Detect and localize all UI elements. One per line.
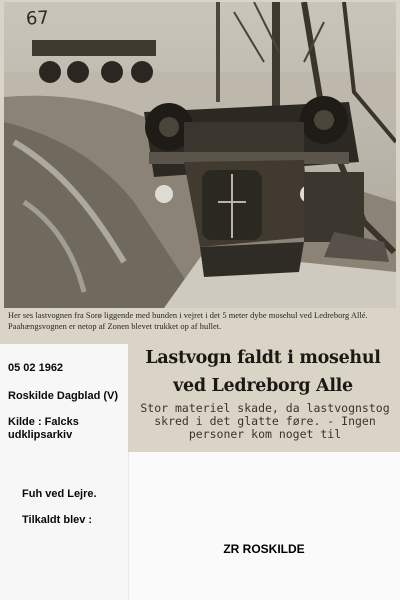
photo-caption: Her ses lastvognen fra Sorø liggende med bunden i vejret i det 5 meter dybe mosehul ved Ledreborg Allé. Paahængsvognen er netop af Zonen blevet trukket op af hullet. [8, 311, 368, 331]
clipping-date: 05 02 1962 [8, 362, 64, 374]
accident-photo [4, 2, 396, 308]
incident-location: Fuh ved Lejre. [22, 488, 97, 500]
headline-line-1: Lastvogn faldt i mosehul [145, 348, 381, 368]
headline-line-2: ved Ledreborg Alle [173, 376, 353, 396]
source-line-2: udklipsarkiv [8, 429, 73, 441]
unit-card [128, 452, 400, 600]
archive-info-card [0, 344, 128, 600]
article-subheading: Stor materiel skade, da lastvognstog skred i det glatte føre. - Ingen personer kom noget til [140, 401, 390, 441]
article-headline [130, 344, 396, 400]
overturned-truck-photo [4, 2, 396, 308]
handwritten-page-number: 67 [25, 7, 50, 30]
called-label: Tilkaldt blev : [22, 514, 93, 526]
newspaper-name: Roskilde Dagblad (V) [8, 390, 119, 402]
responding-unit: ZR ROSKILDE [223, 542, 305, 556]
source-line-1: Kilde : Falcks [8, 416, 79, 428]
